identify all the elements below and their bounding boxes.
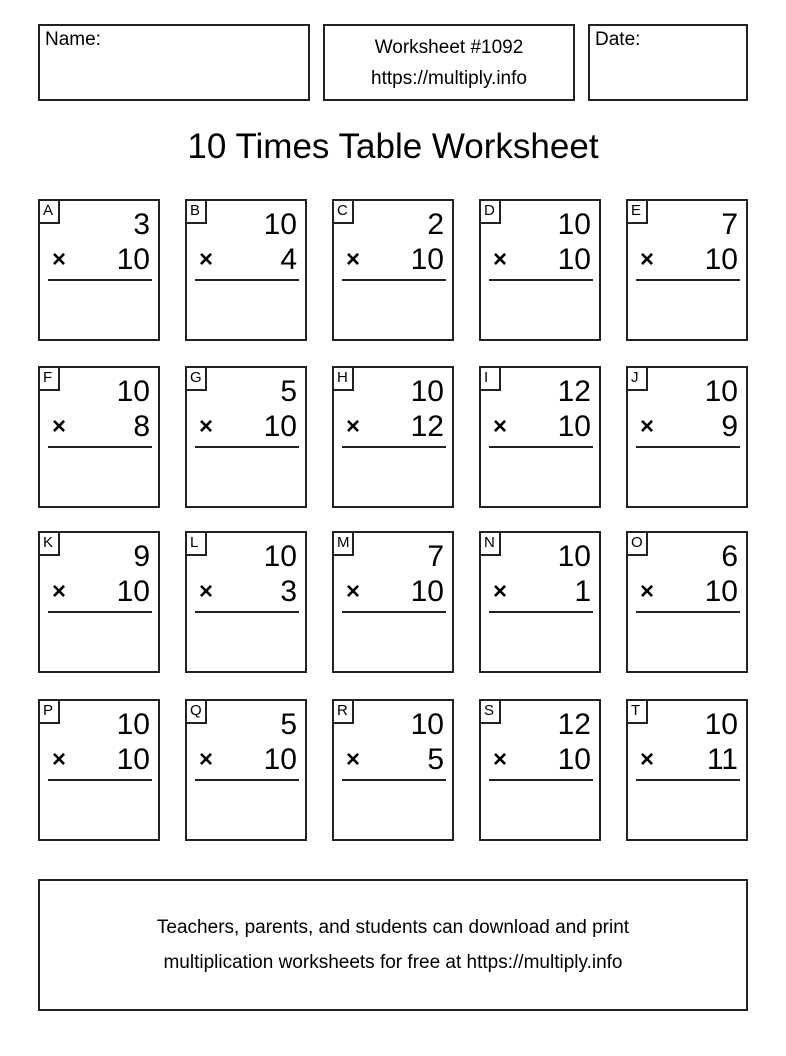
multiplicand: 6 <box>721 540 738 573</box>
date-label: Date: <box>595 29 641 50</box>
name-field-box[interactable] <box>38 24 310 101</box>
answer-line <box>48 611 152 613</box>
times-icon: × <box>199 746 214 773</box>
answer-line <box>48 279 152 281</box>
date-field-box[interactable] <box>588 24 748 101</box>
multiplicand: 10 <box>116 708 150 741</box>
multiplicand: 10 <box>410 375 444 408</box>
multiplicand: 10 <box>704 708 738 741</box>
multiplier: 1 <box>574 575 591 608</box>
multiplicand: 12 <box>557 375 591 408</box>
problem-card <box>185 531 307 673</box>
multiplier: 10 <box>557 410 591 443</box>
multiplier: 10 <box>557 243 591 276</box>
answer-line <box>342 779 446 781</box>
times-icon: × <box>346 246 361 273</box>
problem-letter: I <box>479 366 501 391</box>
problem-card <box>332 699 454 841</box>
problem-card <box>332 366 454 508</box>
times-icon: × <box>52 746 67 773</box>
problem-card <box>38 199 160 341</box>
multiplier: 5 <box>427 743 444 776</box>
answer-line <box>489 779 593 781</box>
problem-card <box>626 366 748 508</box>
problem-card <box>479 699 601 841</box>
answer-line <box>342 446 446 448</box>
answer-line <box>342 279 446 281</box>
page-title: 10 Times Table Worksheet <box>187 127 599 166</box>
worksheet-url: https://multiply.info <box>371 68 527 89</box>
multiplicand: 9 <box>133 540 150 573</box>
multiplier: 10 <box>410 575 444 608</box>
multiplier: 10 <box>116 575 150 608</box>
times-icon: × <box>52 246 67 273</box>
problem-card <box>332 199 454 341</box>
answer-line <box>636 779 740 781</box>
multiplier: 10 <box>263 743 297 776</box>
problem-letter: O <box>626 531 648 556</box>
answer-line <box>48 446 152 448</box>
problem-card <box>185 366 307 508</box>
problem-card <box>626 531 748 673</box>
multiplier: 10 <box>410 243 444 276</box>
problem-card <box>479 199 601 341</box>
times-icon: × <box>346 578 361 605</box>
problem-letter: Q <box>185 699 207 724</box>
multiplicand: 10 <box>410 708 444 741</box>
answer-line <box>195 279 299 281</box>
problem-letter: L <box>185 531 207 556</box>
times-icon: × <box>199 413 214 440</box>
times-icon: × <box>199 578 214 605</box>
problem-letter: G <box>185 366 207 391</box>
answer-line <box>195 611 299 613</box>
problem-card <box>332 531 454 673</box>
multiplier: 10 <box>116 743 150 776</box>
multiplicand: 2 <box>427 208 444 241</box>
answer-line <box>48 779 152 781</box>
times-icon: × <box>52 413 67 440</box>
problem-card <box>626 699 748 841</box>
times-icon: × <box>493 746 508 773</box>
times-icon: × <box>493 246 508 273</box>
problem-letter: A <box>38 199 60 224</box>
problem-letter: E <box>626 199 648 224</box>
multiplier: 10 <box>704 575 738 608</box>
times-icon: × <box>346 413 361 440</box>
multiplicand: 7 <box>721 208 738 241</box>
worksheet-info-box <box>323 24 575 101</box>
multiplicand: 7 <box>427 540 444 573</box>
problem-letter: H <box>332 366 354 391</box>
multiplicand: 5 <box>280 375 297 408</box>
problem-card <box>185 699 307 841</box>
times-icon: × <box>493 413 508 440</box>
times-icon: × <box>640 746 655 773</box>
times-icon: × <box>640 246 655 273</box>
answer-line <box>195 446 299 448</box>
times-icon: × <box>199 246 214 273</box>
multiplier: 12 <box>410 410 444 443</box>
problem-card <box>626 199 748 341</box>
multiplier: 10 <box>263 410 297 443</box>
problem-letter: B <box>185 199 207 224</box>
multiplicand: 10 <box>263 208 297 241</box>
problem-letter: R <box>332 699 354 724</box>
answer-line <box>636 446 740 448</box>
multiplier: 10 <box>557 743 591 776</box>
multiplier: 8 <box>133 410 150 443</box>
problem-letter: N <box>479 531 501 556</box>
multiplicand: 12 <box>557 708 591 741</box>
multiplier: 10 <box>116 243 150 276</box>
name-label: Name: <box>45 29 101 50</box>
multiplicand: 10 <box>557 208 591 241</box>
answer-line <box>195 779 299 781</box>
footer-line-1: Teachers, parents, and students can download and print <box>156 917 630 938</box>
answer-line <box>636 279 740 281</box>
multiplicand: 10 <box>263 540 297 573</box>
problem-letter: F <box>38 366 60 391</box>
answer-line <box>342 611 446 613</box>
problem-letter: C <box>332 199 354 224</box>
problem-card <box>185 199 307 341</box>
problem-card <box>479 366 601 508</box>
problem-card <box>38 366 160 508</box>
multiplier: 9 <box>721 410 738 443</box>
problem-letter: D <box>479 199 501 224</box>
multiplier: 10 <box>704 243 738 276</box>
problem-card <box>479 531 601 673</box>
answer-line <box>489 611 593 613</box>
multiplier: 4 <box>280 243 297 276</box>
problem-card <box>38 531 160 673</box>
problem-letter: T <box>626 699 648 724</box>
multiplier: 3 <box>280 575 297 608</box>
times-icon: × <box>640 413 655 440</box>
times-icon: × <box>493 578 508 605</box>
multiplicand: 3 <box>133 208 150 241</box>
times-icon: × <box>346 746 361 773</box>
answer-line <box>489 446 593 448</box>
problem-letter: K <box>38 531 60 556</box>
multiplicand: 10 <box>557 540 591 573</box>
problem-letter: S <box>479 699 501 724</box>
answer-line <box>489 279 593 281</box>
worksheet-number: Worksheet #1092 <box>374 37 524 58</box>
footer-note <box>38 879 748 1011</box>
answer-line <box>636 611 740 613</box>
problem-letter: P <box>38 699 60 724</box>
times-icon: × <box>640 578 655 605</box>
footer-line-2: multiplication worksheets for free at https://multiply.info <box>163 952 623 973</box>
multiplicand: 10 <box>704 375 738 408</box>
problem-letter: J <box>626 366 648 391</box>
multiplicand: 5 <box>280 708 297 741</box>
multiplier: 11 <box>706 743 738 776</box>
times-icon: × <box>52 578 67 605</box>
multiplicand: 10 <box>116 375 150 408</box>
problem-letter: M <box>332 531 354 556</box>
problem-card <box>38 699 160 841</box>
